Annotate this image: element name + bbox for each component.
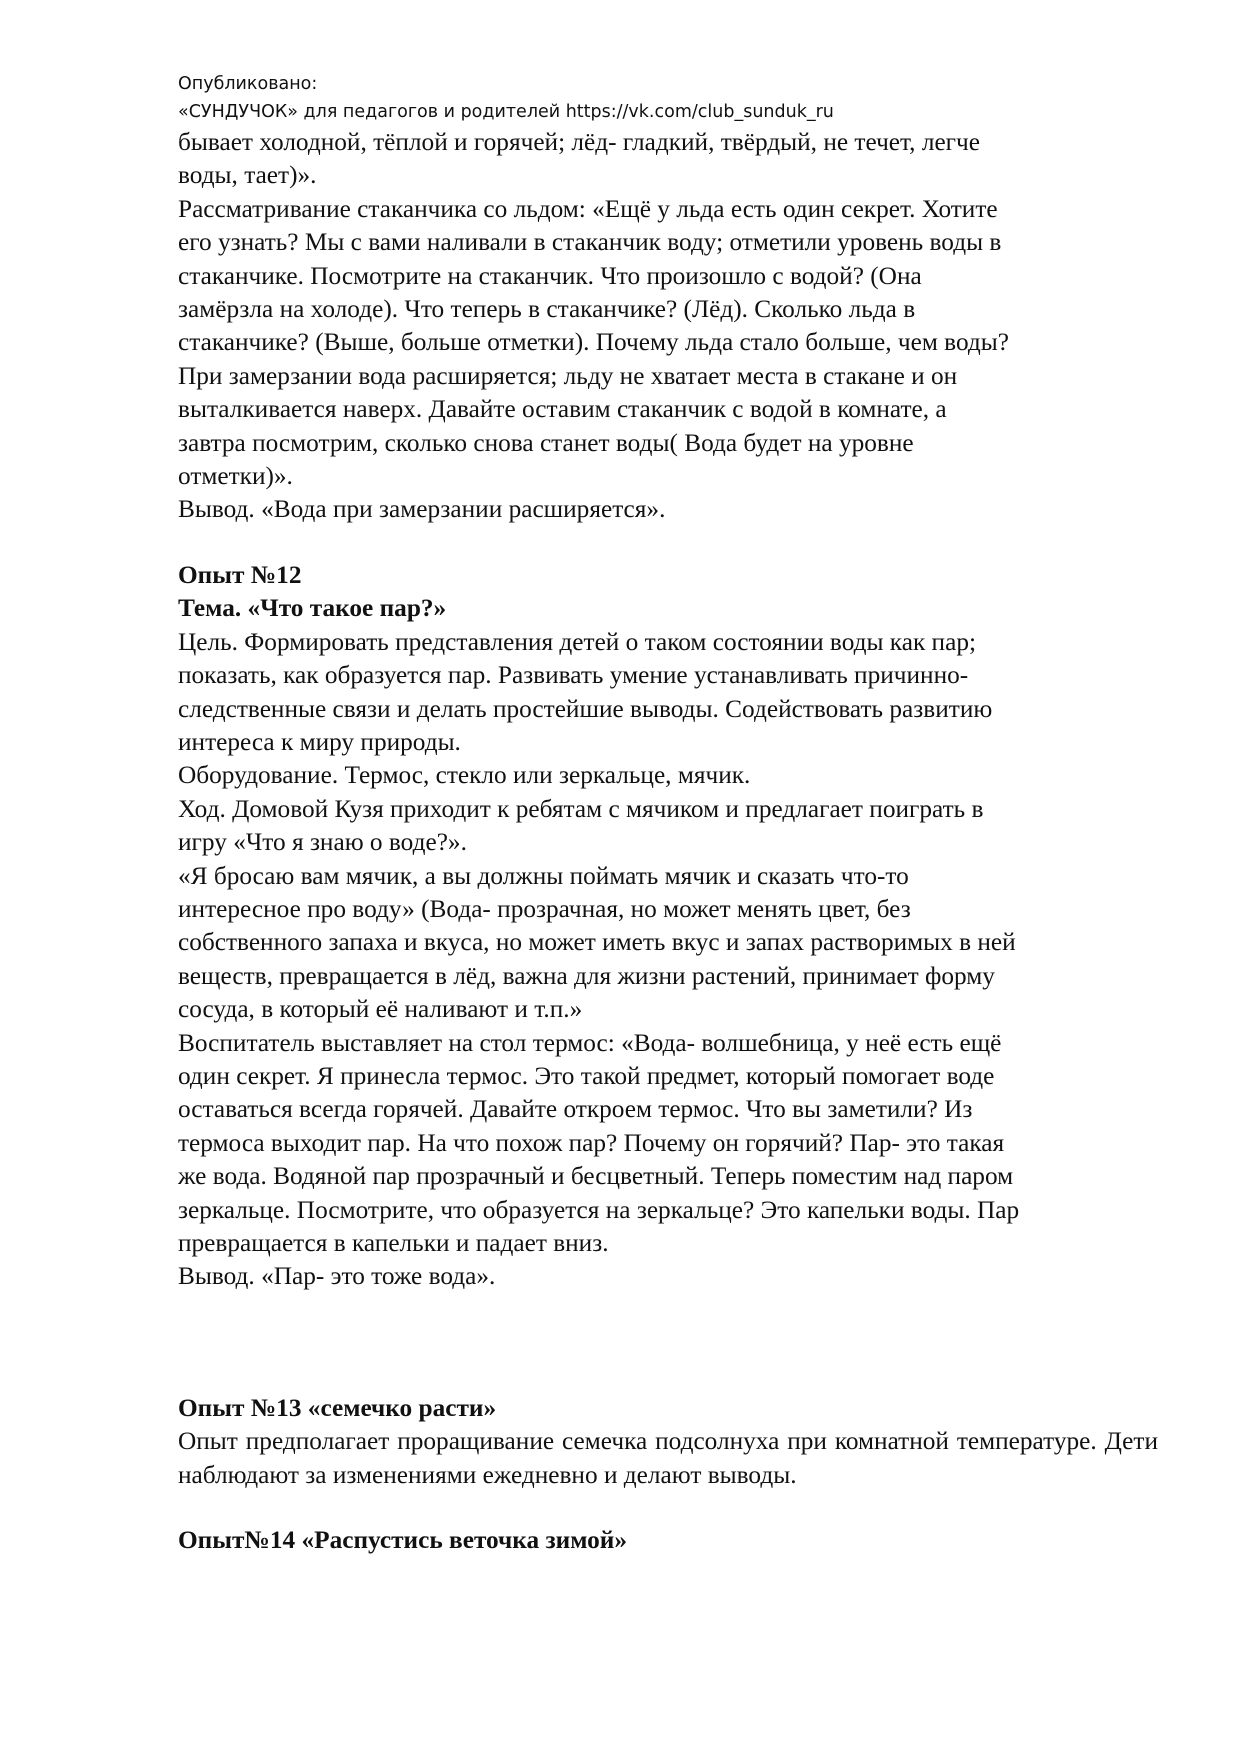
text-line: выталкивается наверх. Давайте оставим стаканчик с водой в комнате, а — [178, 395, 947, 424]
experiment-14-title: Опыт№14 «Распустись веточка зимой» — [178, 1526, 627, 1555]
spacer — [178, 1492, 1158, 1524]
text-line: сосуда, в который её наливают и т.п.» — [178, 995, 583, 1024]
publication-header — [178, 70, 1158, 126]
spacer — [178, 1294, 1158, 1392]
text-line: замёрзла на холоде). Что теперь в стаканчике? (Лёд). Сколько льда в — [178, 295, 916, 324]
text-line: Цель. Формировать представления детей о таком состоянии воды как пар; — [178, 627, 976, 656]
text-line: зеркальце. Посмотрите, что образуется на зеркальце? Это капельки воды. Пар — [178, 1195, 1020, 1224]
experiment-12-title: Опыт №12 — [178, 560, 302, 589]
experiment-12-topic: Тема. «Что такое пар?» — [178, 594, 447, 623]
text-line: Ход. Домовой Кузя приходит к ребятам с мячиком и предлагает поиграть в — [178, 794, 984, 823]
text-line: Рассматривание стаканчика со льдом: «Ещё у льда есть один секрет. Хотите — [178, 194, 998, 223]
text-line: стаканчике. Посмотрите на стаканчик. Что произошло с водой? (Она — [178, 261, 922, 290]
text-line: «Я бросаю вам мячик, а вы должны поймать мячик и сказать что-то — [178, 861, 909, 890]
text-line: же вода. Водяной пар прозрачный и бесцветный. Теперь поместим над паром — [178, 1162, 1014, 1191]
text-line: Воспитатель выставляет на стол термос: «Вода- волшебница, у неё есть ещё — [178, 1028, 1002, 1057]
text-line: стаканчике? (Выше, больше отметки). Почему льда стало больше, чем воды? — [178, 328, 1009, 357]
text-line: превращается в капельки и падает вниз. — [178, 1229, 609, 1257]
experiment-13-title: Опыт №13 «семечко расти» — [178, 1393, 497, 1422]
text-line: оставаться всегда горячей. Давайте откроем термос. Что вы заметили? Из — [178, 1095, 973, 1124]
text-line: термоса выходит пар. На что похож пар? Почему он горячий? Пар- это такая — [178, 1128, 1005, 1157]
experiment-14-section — [178, 1524, 1158, 1557]
conclusion-line: Вывод. «Вода при замерзании расширяется». — [178, 495, 666, 524]
continuation-block — [178, 126, 1158, 527]
text-line: завтра посмотрим, сколько снова станет воды( Вода будет на уровне — [178, 428, 914, 457]
text-line: его узнать? Мы с вами наливали в стаканчик воду; отметили уровень воды в — [178, 228, 1002, 257]
text-line: бывает холодной, тёплой и горячей; лёд- гладкий, твёрдый, не течет, легче — [178, 128, 981, 156]
text-line: интересное про воду» (Вода- прозрачная, но может менять цвет, без — [178, 894, 911, 923]
text-line: Оборудование. Термос, стекло или зеркальце, мячик. — [178, 761, 751, 790]
conclusion-line: Вывод. «Пар- это тоже вода». — [178, 1262, 496, 1291]
text-line: следственные связи и делать простейшие выводы. Содействовать развитию — [178, 694, 993, 723]
text-line: один секрет. Я принесла термос. Это такой предмет, который помогает воде — [178, 1061, 995, 1090]
spacer — [178, 527, 1158, 559]
text-line: собственного запаха и вкуса, но может иметь вкус и запах растворимых в ней — [178, 928, 1016, 957]
experiment-12-section — [178, 559, 1158, 1294]
text-line: При замерзании вода расширяется; льду не хватает места в стакане и он — [178, 361, 958, 390]
text-line: отметки)». — [178, 462, 293, 491]
text-line: игру «Что я знаю о воде?». — [178, 828, 467, 857]
text-line: воды, тает)». — [178, 161, 317, 190]
text-line: интереса к миру природы. — [178, 727, 461, 756]
text-line: показать, как образуется пар. Развивать умение устанавливать причинно- — [178, 661, 969, 690]
published-label: Опубликовано: — [178, 74, 318, 94]
document-page — [178, 70, 1158, 1557]
experiment-13-text: Опыт предполагает проращивание семечка подсолнуха при комнатной температуре. Дети наблюдают за изменениями ежедневно и делают выводы. — [178, 1427, 1158, 1489]
source-line[interactable]: «СУНДУЧОК» для педагогов и родителей https://vk.com/club_sunduk_ru — [178, 102, 834, 122]
experiment-13-section — [178, 1392, 1158, 1492]
text-line: веществ, превращается в лёд, важна для жизни растений, принимает форму — [178, 961, 995, 990]
